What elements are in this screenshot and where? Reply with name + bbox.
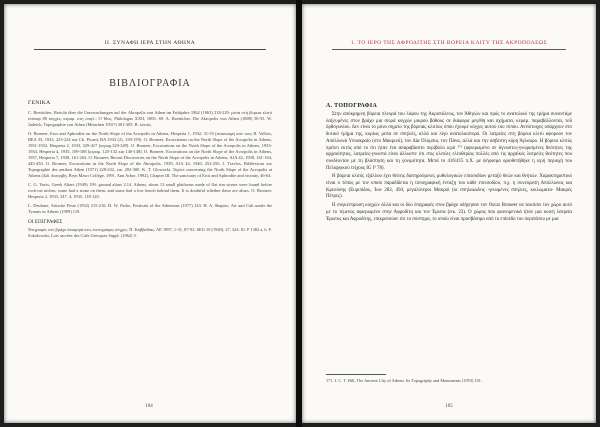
bibliography-entry: C. Boetticher, Bericht über die Untersuchungen auf der Akropolis von Athen im Frühjahre 1862 (1863) 218-229: μέσα στή βόρεια κλιτύ ένύπαρ 80 κόγχες, κεραμ. στη σπηλ.; O Ίθος, Philologus XXII, 1865, 69. A. Boetticher, Die Akropolis von Athen (1888) 50-55. W. Judeich, Topographie von Athen (München 1931²) 301-305. B. κλιτύς. (28, 110, 272, 127)
running-head: II. ΣΥΝΑΦΗ ΙΕΡΑ ΣΤΗΝ ΑΘΗΝΑ (104, 40, 196, 46)
paragraph: Στην απόκρημνη βόρεια πλευρά του λόφου της Ακροπόλεως, τον Άθηνών και πρός το ανατολικό της τμήμα συναντάμε λαξευμένες στον βράχο μια σειρά κογχών μικρού βάθους σε διάφορα μεγέθη και σχήματα, κεραμ. παραβάλλονται, τοῦ ὀρθογωνίου. Δεν είναι το μόνο σημείο της βόρειας κλιτύος όπου έχουμε κόγχες αυτού του τύπου. Αντίστοιχες υπάρχουν στο δυτικό τμήμα της, κυρίως μέσα σε σπηλιές, αλλά και λίγο ανατολικότερα. Οι λατρείες στη βόρεια κλιτύ αφορούν τον Απόλλωνα Υποακραίο (στο Μακρινό), τον Δία Ολύμπιο, τον Πάνα, αλλά και την άσβεστη κόρη Άγλαυρο. Η βόρεια κλιτύς πρέπει εκτός από το ότι ήταν ένα απαραβίαστο περίβολο ιερό ¹⁷¹ (αφιερωμένο σε άγνωστες-γνωρισμένες θεότητες της αρχαιότητας, λατρείες-γνωστά είναι άλλωστε ότι στις κλιτύες ελευθερίας πολλές από τις αρχαϊκές λατρείες θεότητες που συνδέονταν με τη βλάστηση και τη γονιμότητα. Μετά το 416/415 π.Χ. με ψήφισμα οριοθετήθηκε η ιερή περιοχή του Πελαργικού τείχους IG I³ 78). (326, 112, 572, 171)
bibliography-entry: C. G. Yavis, Greek Altars (1949) 199: ground altars 2.14. Athens, about 13 small platforms made of flat rim stones were found before rock-cut niches; some had a stone on them, and some had a low bench behind them. It is doubtful whether these are altars. O. Broneer, Hesperia 2, 1933, 347. 4, 1935, 118-120. (28, 182, 272, 199)
header-rule (34, 49, 266, 50)
paragraph: Η βόρεια κλιτύς εξάλλου έχει θέσεις διατηρούμενες μυθολογικών επεισοδίων μεταξύ θεών και θνητών. Χαρακτηριστικό είναι ο τόπος με τον οποίο παραδίδεται η τοπογραφική ένταξη του κάθε επεισοδίου, π.χ. η συνεύρεση Απόλλωνος και Κρεούσης (Ευριπίδου, Ίων 283, 494, μεγαλύτεροι Μακροί (οι σπηλαιώδεις -γειωμένες σπηλιές, κοιλώματα- Μακρές Πέτρες). (326, 174, 572, 200)
body-text (326, 112, 572, 225)
right-page (302, 4, 596, 423)
header-rule (332, 49, 566, 50)
footnote: 171. J. C. T. Hill, The Ancient City of Athens. Its Topography and Monuments (1953) 101. (326, 378, 482, 383)
section-heading-topography: Α. ΤΟΠΟΓΡΑΦΙΑ (326, 103, 378, 109)
bibliography-entry: Έπιγραφές στο βράχο άναφορά στις ενεπιγράφες κόγχες: Π. Καββαδίας, ΑΕ 1897, 1-31, 87-92. SEG 10 (1949), 27, 324. IG I³ 1382 a, b. F. Sokolowski, Lois sacrées des Cités Grecques Suppl. (1962) 5. (28, 227, 272, 238)
page-number: 104 (145, 404, 153, 409)
paragraph: Η συγκέντρωση κογχών άλλά και οι δύο έπιγραφές στον βράχο οδήγησαν τον Oscar Broneer να ταυτίσει τον χώρο αυτό με το τέμενος αφιερωμένο στην Αφροδίτη και τον Έρωτα (εικ. 23). Ο χώρος που φαινομενικά ήταν μια κοινή λατρεία Έρωτος και Αφροδίτης, επικρατούσε ότι το σύστημα, το οποίο είναι προσβάσιμο από το επίπεδο του περιπάτου με μια (326, 203, 572, 222)
chapter-title: ΒΙΒΛΙΟΓΡΑΦΙΑ (109, 78, 191, 89)
section-heading-general: ΓΕΝΙΚΑ (28, 100, 51, 106)
page-number: 105 (445, 404, 453, 409)
running-head: 1. ΤΟ ΙΕΡΟ ΤΗΣ ΑΦΡΟΔΙΤΗΣ ΣΤΗ ΒΟΡΕΙΑ ΚΛΙΤΥ ΤΗΣ ΑΚΡΟΠΟΛΕΩΣ (350, 40, 548, 46)
section-heading-inscriptions: ΟΙ ΕΠΙΓΡΑΦΕΣ (28, 219, 63, 225)
left-page (4, 4, 296, 423)
bibliography-entry: L. Deubner, Attische Feste (1932) 215-216. H. W. Parke, Festivals of the Athenians (1977) 143. H. A. Shapiro, Art and Cult under the Tyrants in Athens (1989) 119. (28, 203, 272, 214)
bibliography-entry: O. Broneer, Eros and Aphrodite on the North Slope of the Acropolis in Athens, Hesperia 1, 1932, 31-55 (ανασκαφή από τους R. Vallois, BEA 35, 1933, 223-224 και Ch. Picard, RA 1933 (2), 158-159). O. Broneer, Excavations on the North Slope of the Acropolis in Athens, 1931-1932, Hesperia 2, 1933, 329-417 [κεραμ.329-349]. O. Broneer, Excavations on the North Slope of the Acropolis in Athens, 1933-1934, Hesperia 4, 1935, 109-188 [κεραμ. 125-132 και 140-148]. O. Broneer, Excavations on the North Slope of the Acropolis in Athens, 1937, Hesperia 7, 1938, 161-263. O. Broneer, Recent Discoveries on the North Slope of the Acropolis in Athens, AJA 42, 1938, 161-164, 445-450. O. Broneer, Excavations in the North Slope of the Akropolis, 1939, AJA 44, 1940, 252-256. J. Travlos, Bildlexicon zur Topographie des antiken Athen (1971) 228-232, εικ. 292-300. K. T. Glowacki, Topics concerning the North Slope of the Acropolis at Athens (Διδ. διατριβή, Bryn Mawr College, 1991, Ann Arbor, 1992), Chapter III. The sanctuary of Eros and Aphrodite and vicinity, 46-64. (28, 131, 272, 178)
bibliography-entries (28, 110, 272, 242)
footnote-rule (326, 374, 386, 375)
